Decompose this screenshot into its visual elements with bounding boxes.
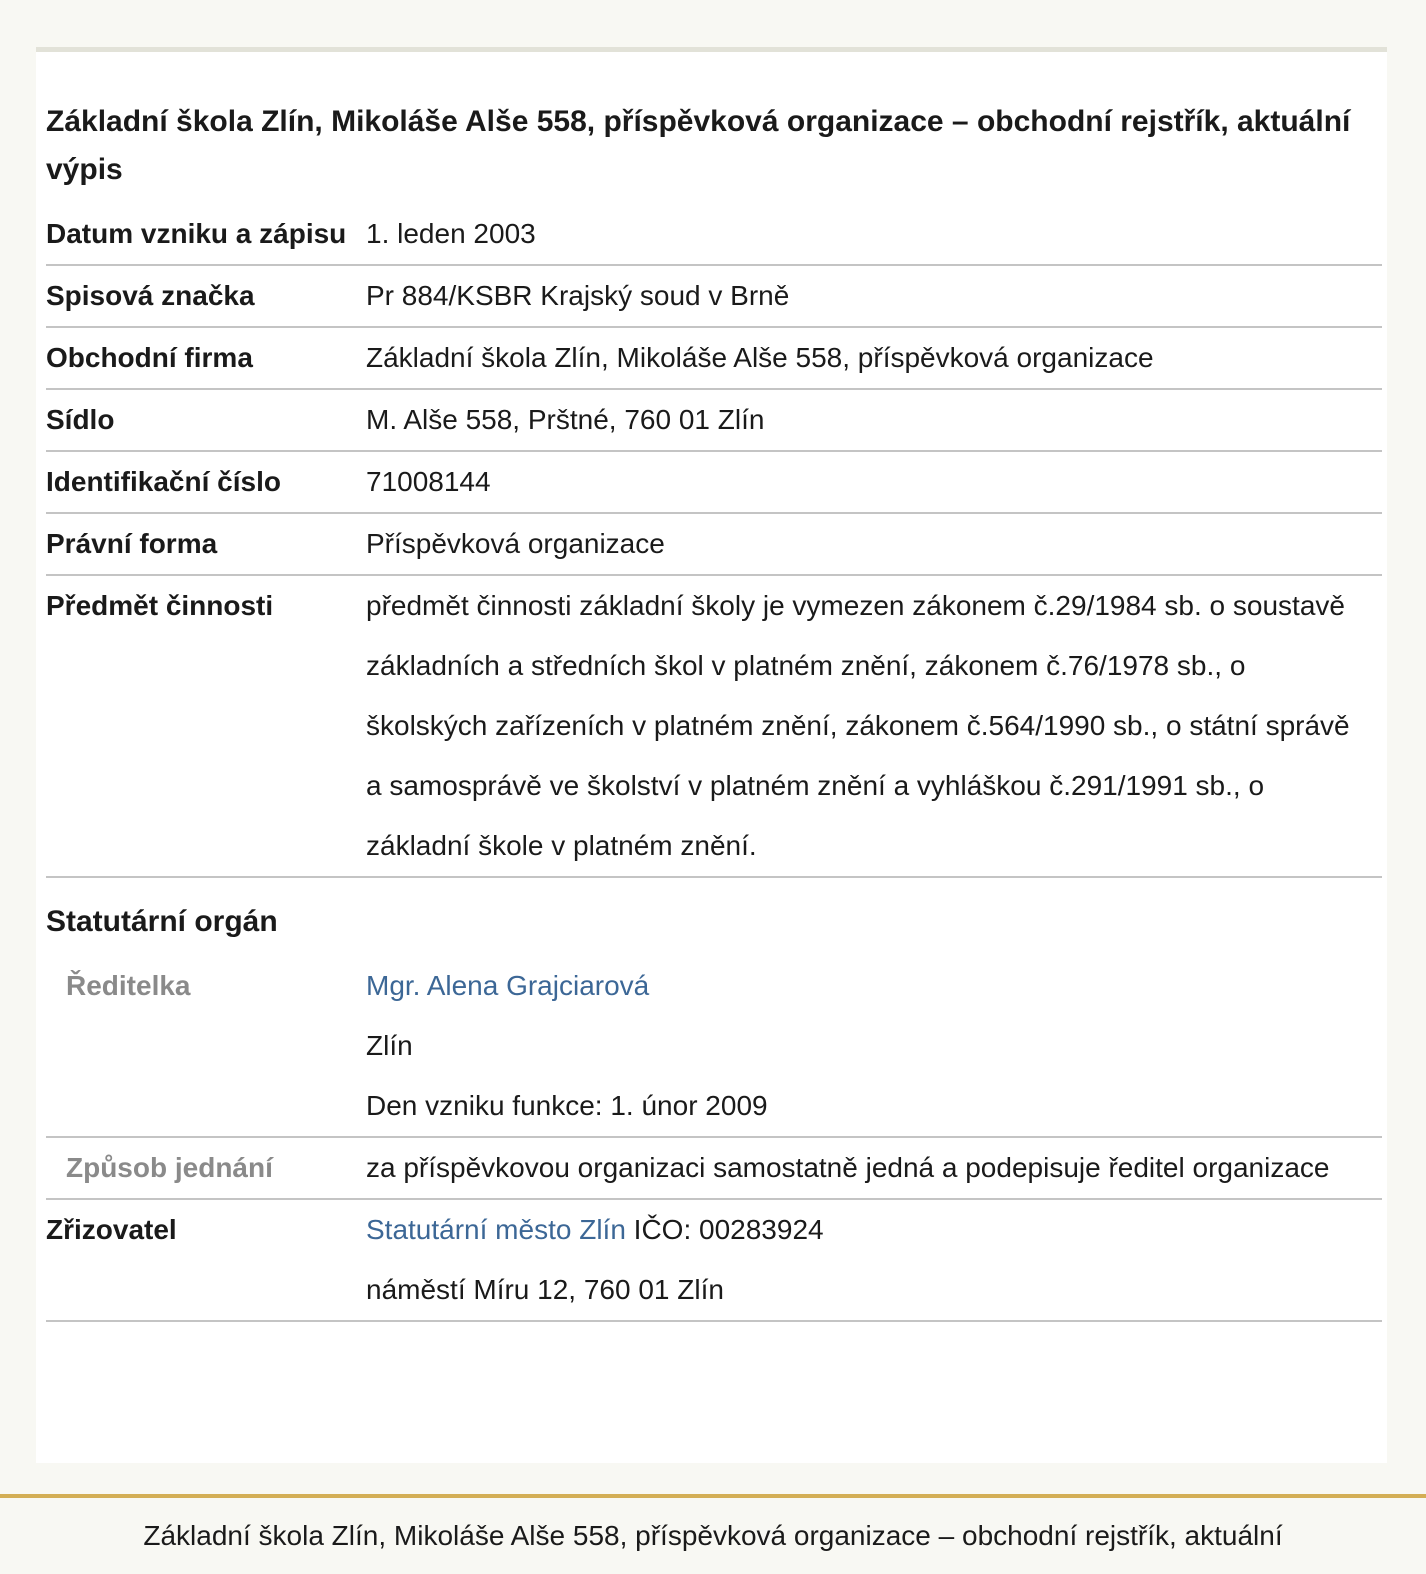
section-statutarni-organ: Statutární orgán — [46, 905, 278, 938]
register-content — [46, 52, 1382, 1322]
value-spisova-znacka: Pr 884/KSBR Krajský soud v Brně — [366, 280, 790, 311]
row-zrizovatel — [46, 1200, 1382, 1322]
row-datum-vzniku — [46, 204, 1382, 266]
label-sidlo: Sídlo — [46, 404, 115, 435]
row-obchodni-firma — [46, 328, 1382, 390]
value-datum-vzniku: 1. leden 2003 — [366, 218, 536, 249]
value-sidlo: M. Alše 558, Prštné, 760 01 Zlín — [366, 404, 765, 435]
label-zpusob-jednani: Způsob jednání — [66, 1152, 273, 1183]
label-spisova-znacka: Spisová značka — [46, 280, 255, 311]
value-reditelka — [366, 956, 1382, 1136]
label-obchodni-firma: Obchodní firma — [46, 342, 253, 373]
footer-title: Základní škola Zlín, Mikoláše Alše 558, příspěvková organizace – obchodní rejstřík, aktuální — [143, 1520, 1283, 1551]
value-zpusob-jednani: za příspěvkovou organizaci samostatně jedná a podepisuje ředitel organizace — [366, 1152, 1330, 1183]
row-zpusob-jednani — [46, 1138, 1382, 1200]
zrizovatel-address: náměstí Míru 12, 760 01 Zlín — [366, 1274, 724, 1305]
row-predmet-cinnosti — [46, 576, 1382, 878]
page-title: Základní škola Zlín, Mikoláše Alše 558, příspěvková organizace – obchodní rejstřík, aktuální výpis — [46, 105, 1351, 186]
label-identifikacni-cislo: Identifikační číslo — [46, 466, 281, 497]
label-predmet-cinnosti: Předmět činnosti — [46, 590, 274, 621]
reditelka-city: Zlín — [366, 1030, 413, 1061]
register-card — [36, 52, 1387, 1463]
reditelka-name-link[interactable]: Mgr. Alena Grajciarová — [366, 970, 650, 1001]
row-pravni-forma — [46, 514, 1382, 576]
label-reditelka: Ředitelka — [66, 970, 191, 1001]
value-zrizovatel — [366, 1200, 1382, 1320]
row-identifikacni-cislo — [46, 452, 1382, 514]
zrizovatel-line — [366, 1200, 1362, 1260]
label-datum-vzniku: Datum vzniku a zápisu — [46, 218, 347, 249]
value-identifikacni-cislo: 71008144 — [366, 466, 491, 497]
row-reditelka — [46, 956, 1382, 1138]
row-spisova-znacka — [46, 266, 1382, 328]
label-pravni-forma: Právní forma — [46, 528, 218, 559]
footer-divider — [0, 1494, 1426, 1498]
zrizovatel-ico: IČO: 00283924 — [633, 1214, 824, 1245]
reditelka-function-start: Den vzniku funkce: 1. únor 2009 — [366, 1090, 768, 1121]
value-predmet-cinnosti: předmět činnosti základní školy je vymezen zákonem č.29/1984 sb. o soustavě základních a středních škol v platném znění, zákonem č.76/1978 sb., o školských zařízeních v platném znění, zákonem č.564/1990 sb., o státní správě a samosprávě ve školství v platném znění a vyhláškou č.291/1991 sb., o základní škole v platném znění. — [366, 590, 1350, 861]
value-pravni-forma: Příspěvková organizace — [366, 528, 665, 559]
value-obchodni-firma: Základní škola Zlín, Mikoláše Alše 558, příspěvková organizace — [366, 342, 1154, 373]
label-zrizovatel: Zřizovatel — [46, 1214, 177, 1245]
row-sidlo — [46, 390, 1382, 452]
zrizovatel-name-link[interactable]: Statutární město Zlín — [366, 1214, 626, 1245]
